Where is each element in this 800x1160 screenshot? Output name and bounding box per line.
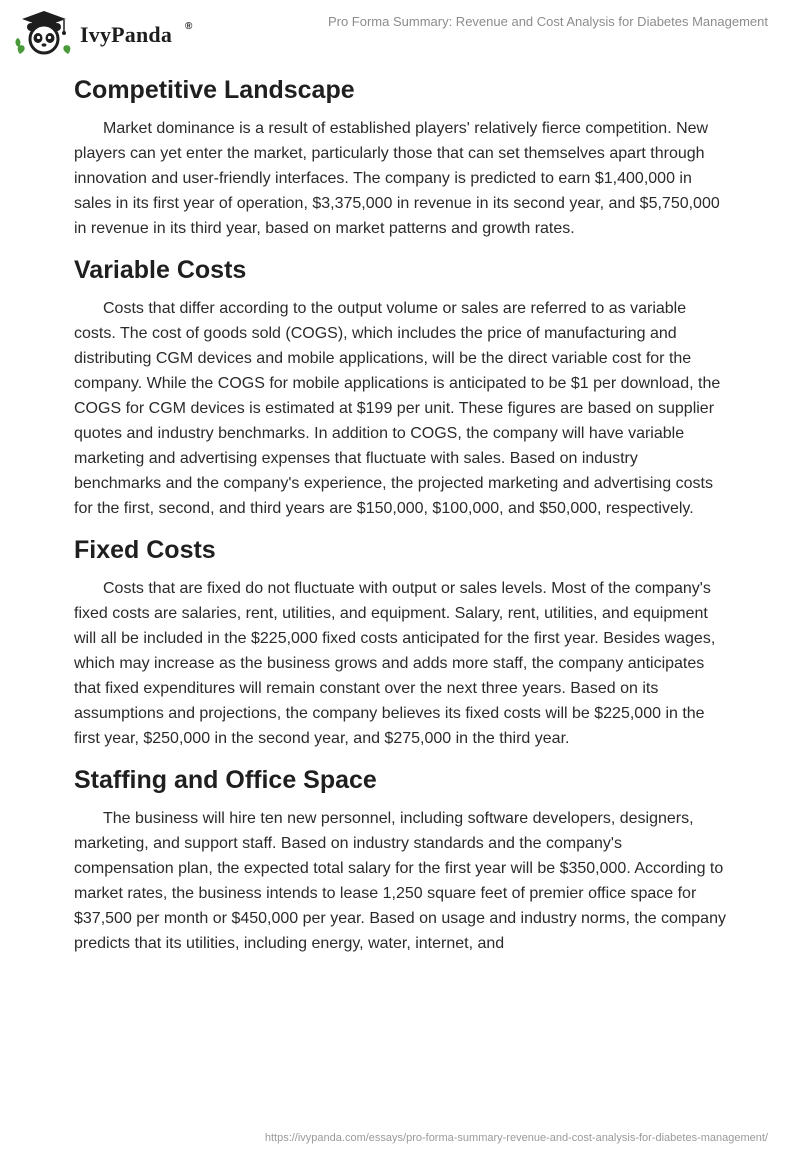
brand-name: IvyPanda	[80, 22, 173, 47]
section-heading: Variable Costs	[74, 256, 247, 284]
section-staffing-office-space	[74, 760, 726, 956]
document-title: Pro Forma Summary: Revenue and Cost Analysis for Diabetes Management	[327, 14, 768, 29]
registered-mark: ®	[185, 21, 193, 32]
source-url-link[interactable]: https://ivypanda.com/essays/pro-forma-summary-revenue-and-cost-analysis-for-diabetes-management/	[264, 1132, 768, 1144]
section-heading: Fixed Costs	[74, 536, 216, 564]
section-heading: Competitive Landscape	[74, 76, 355, 104]
page-header	[0, 0, 800, 64]
section-paragraph: Costs that differ according to the output volume or sales are referred to as variable costs. The cost of goods sold (COGS), which includes the price of manufacturing and distributing CGM devices and mobile applications, will be the direct variable cost for the company. While the COGS for mobile applications is anticipated to be $1 per download, the COGS for CGM devices is estimated at $199 per unit. These figures are based on supplier quotes and industry benchmarks. In addition to COGS, the company will have variable marketing and advertising expenses that fluctuate with sales. Based on industry benchmarks and the company's experience, the projected marketing and advertising costs for the first, second, and third years are $150,000, $100,000, and $50,000, respectively.	[74, 300, 721, 517]
section-fixed-costs	[74, 530, 726, 751]
section-paragraph: Costs that are fixed do not fluctuate with output or sales levels. Most of the company's fixed costs are salaries, rent, utilities, and equipment. Salary, rent, utilities, and equipment will all be included in the $225,000 fixed costs anticipated for the first year. Besides wages, which may increase as the business grows and adds more staff, the company anticipates that fixed expenditures will remain constant over the next three years. Based on its assumptions and projections, the company believes its fixed costs will be $225,000 in the first year, $250,000 in the second year, and $275,000 in the third year.	[74, 580, 716, 747]
section-paragraph: Market dominance is a result of established players' relatively fierce competition. New players can yet enter the market, particularly those that can set themselves apart through innovation and user-friendly interfaces. The company is predicted to earn $1,400,000 in sales in its first year of operation, $3,375,000 in revenue in its second year, and $5,750,000 in revenue in its third year, based on market patterns and growth rates.	[74, 120, 720, 237]
section-variable-costs	[74, 250, 726, 521]
panda-graduate-icon	[14, 10, 74, 56]
section-competitive-landscape	[74, 70, 726, 241]
section-heading: Staffing and Office Space	[74, 766, 377, 794]
ivypanda-logo[interactable]	[14, 10, 194, 56]
section-paragraph: The business will hire ten new personnel, including software developers, designers, marketing, and support staff. Based on industry standards and the company's compensation plan, the expected total salary for the first year will be $350,000. According to market rates, the business intends to lease 1,250 square feet of premier office space for $37,500 per month or $450,000 per year. Based on usage and industry norms, the company predicts that its utilities, including energy, water, internet, and	[74, 810, 726, 952]
essay-body	[74, 70, 726, 956]
